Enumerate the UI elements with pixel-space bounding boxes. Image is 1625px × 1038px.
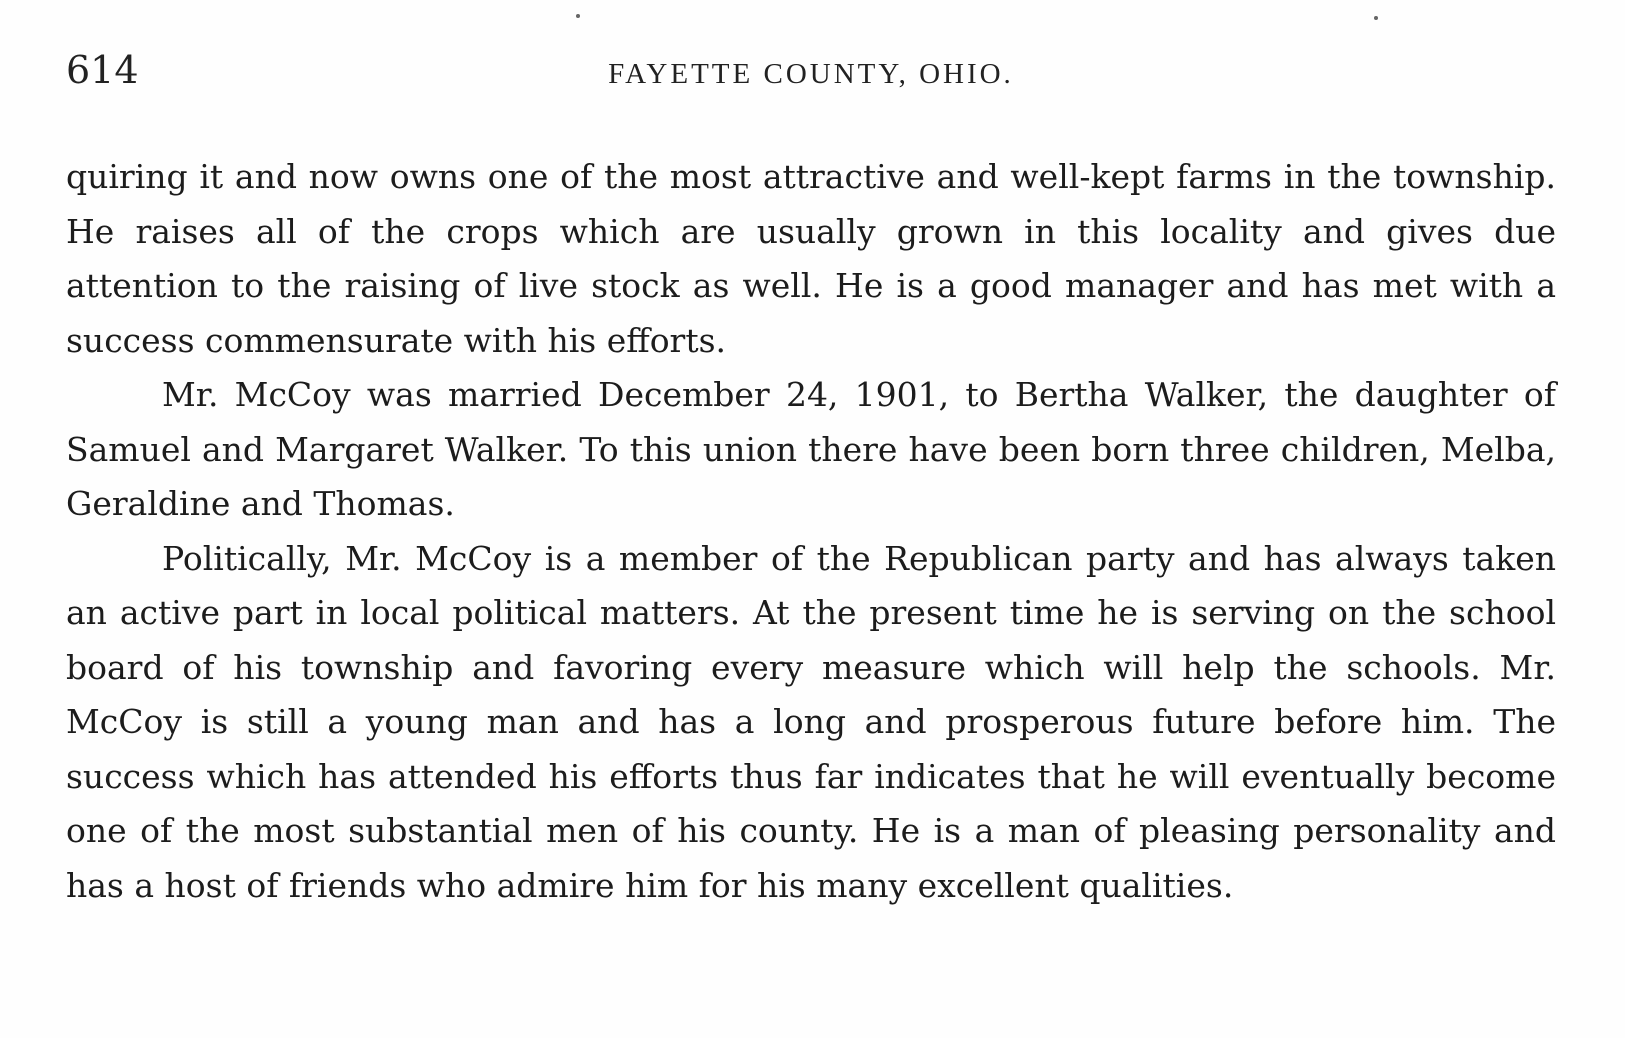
paragraph: Politically, Mr. McCoy is a member of the Republican party and has always taken an active part in local political matters. At the present time he is serving on the school board of his township and favoring every measure which will help the schools. Mr. McCoy is still a young man and has a long and prosperous future before him. The success which has attended his efforts thus far indicates that he will eventually become one of the most substantial men of his county. He is a man of pleasing personality and has a host of friends who admire him for his many excellent qualities.: [66, 538, 1556, 905]
running-head: FAYETTE COUNTY, OHIO.: [608, 58, 1014, 90]
scan-speck: [576, 14, 580, 18]
page-header: [66, 48, 1556, 100]
paragraph: Mr. McCoy was married December 24, 1901, to Bertha Walker, the daughter of Samuel and Margaret Walker. To this union there have been born three children, Melba, Geraldine and Thomas.: [66, 375, 1556, 523]
body-text: [66, 150, 1556, 913]
paragraph: quiring it and now owns one of the most attractive and well-kept farms in the township. He raises all of the crops which are usually grown in this locality and gives due attention to the raising of live stock as well. He is a good manager and has met with a success commensurate with his efforts.: [66, 157, 1556, 360]
page-number: 614: [66, 48, 139, 92]
scan-speck: [1374, 16, 1378, 20]
